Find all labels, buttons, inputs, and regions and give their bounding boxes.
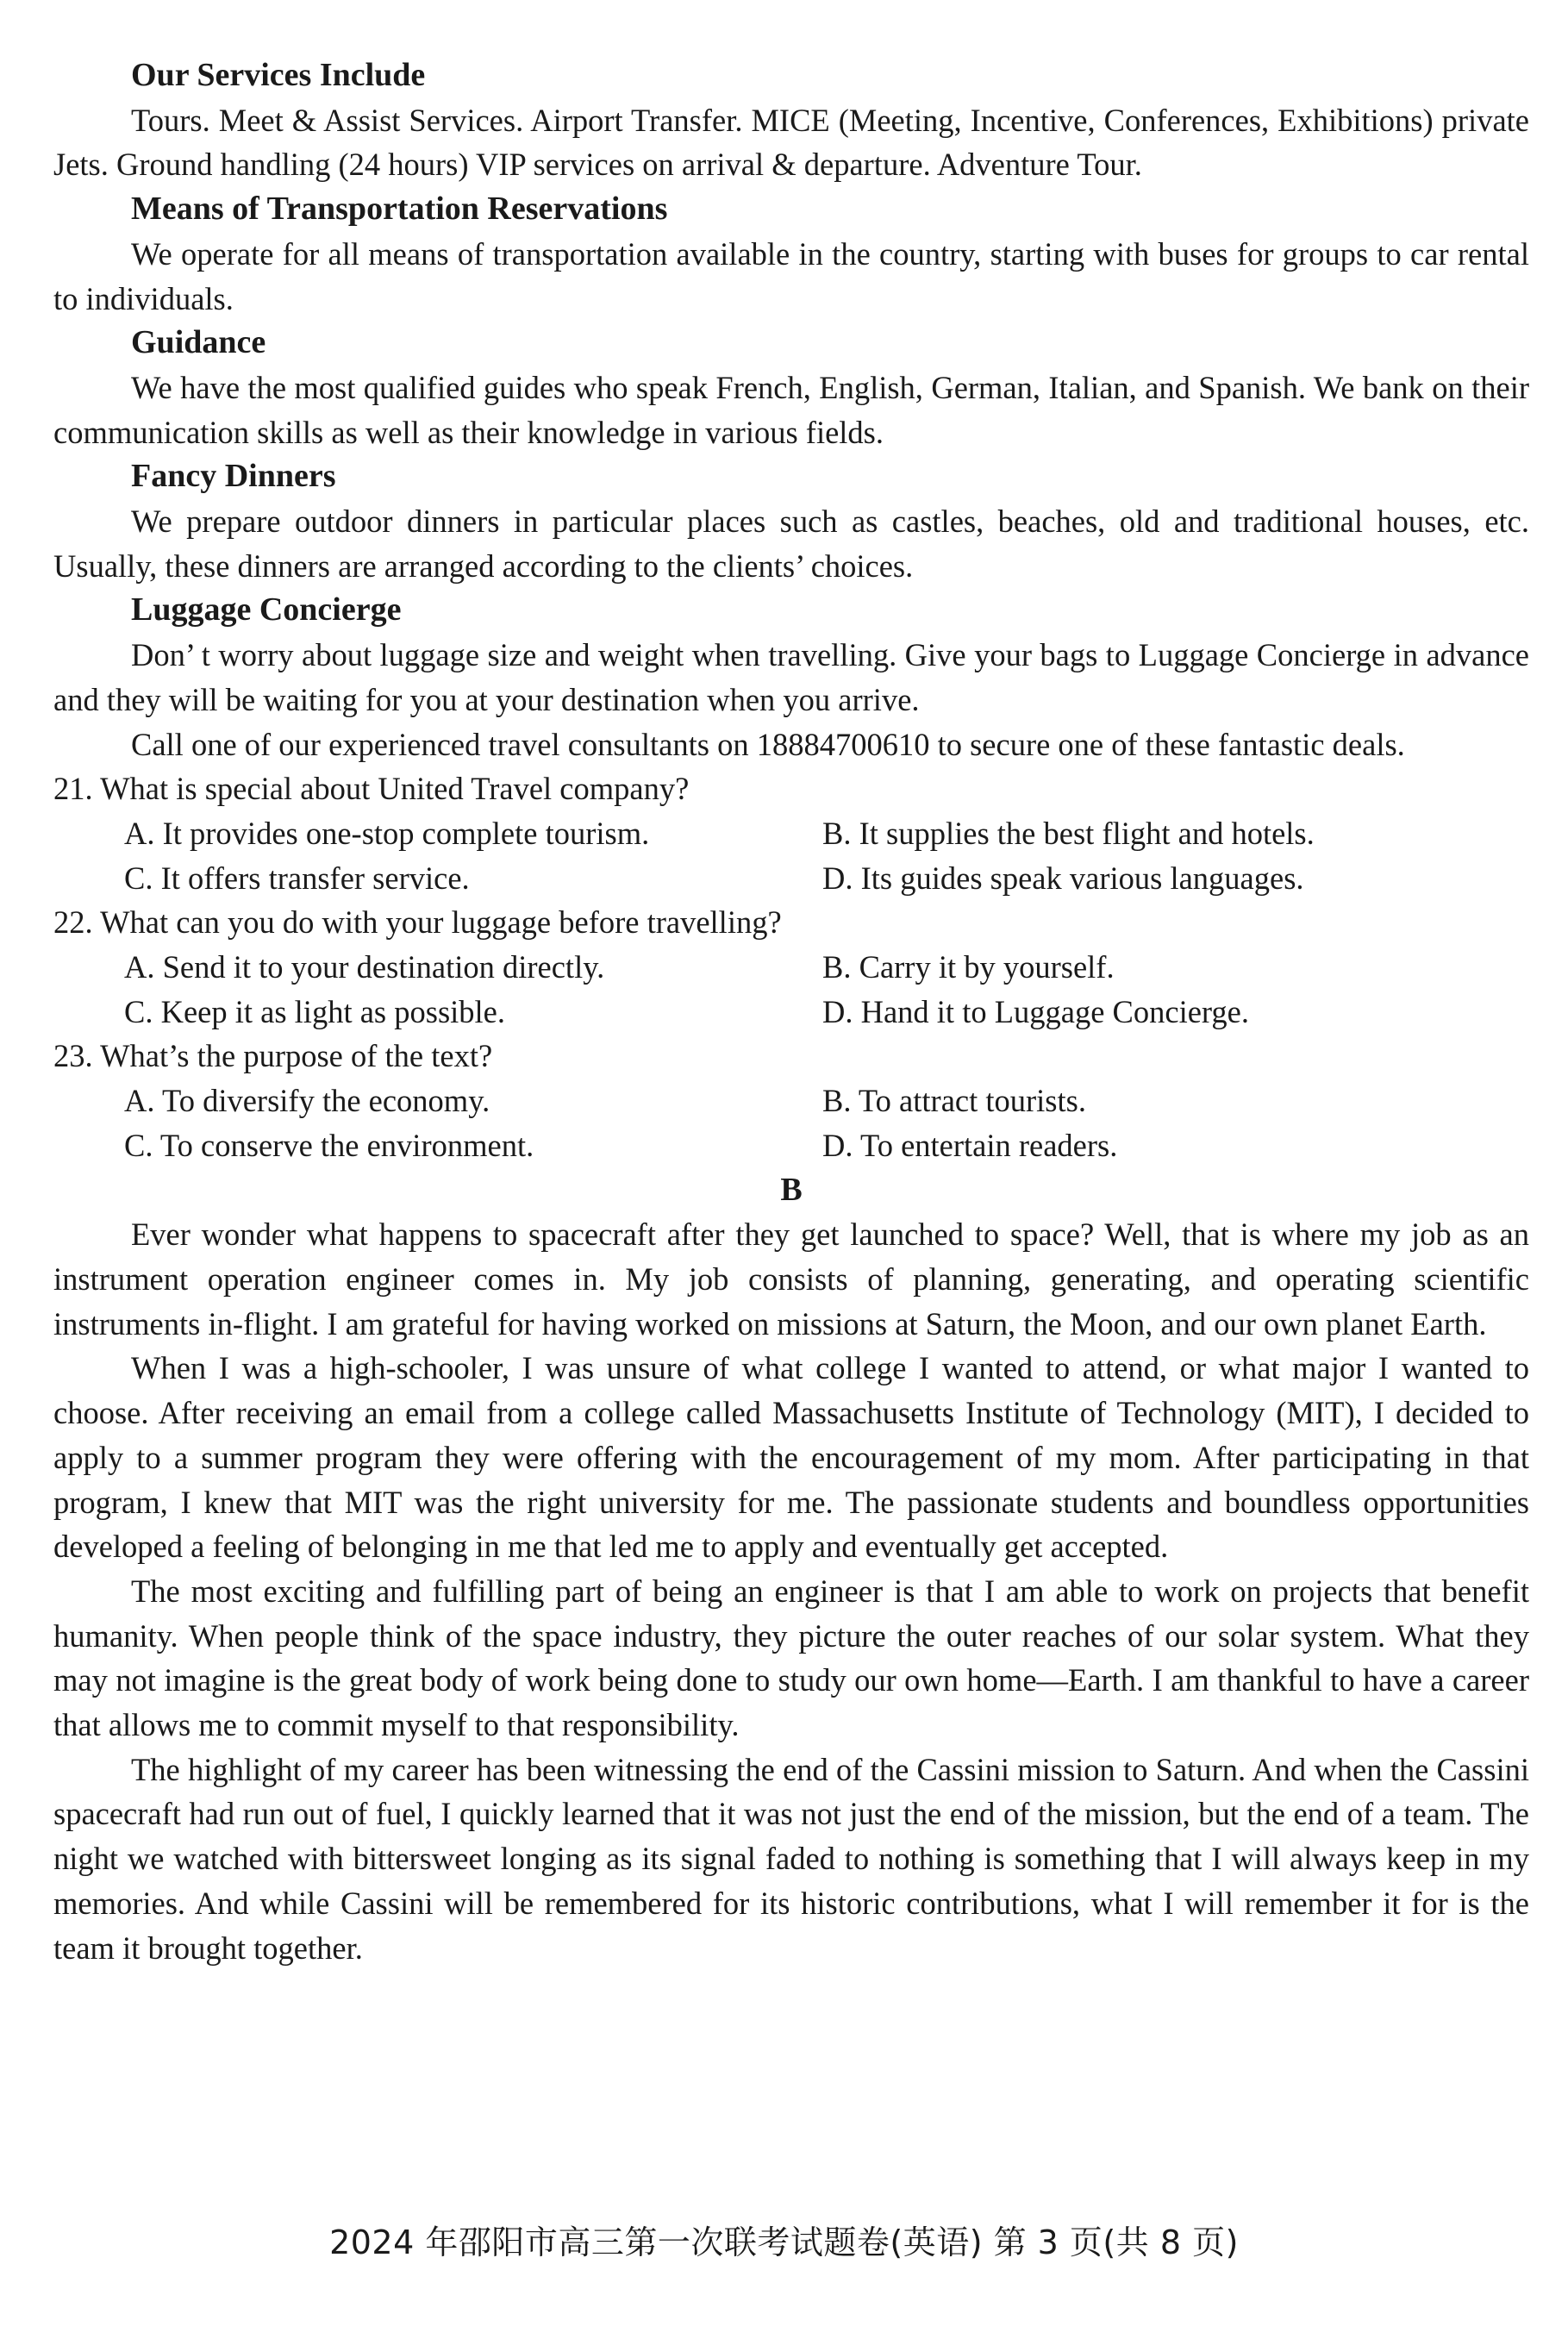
question-text: What’s the purpose of the text?: [100, 1038, 493, 1074]
option-b: B. Carry it by yourself.: [822, 949, 1115, 985]
dinners-text: We prepare outdoor dinners in particular places such as castles, beaches, old and traditional houses, etc. Usually, these dinners are arranged according to the clients’ choices.: [53, 503, 1529, 584]
transport-text: We operate for all means of transportation available in the country, starting with buses for groups to car rental to individuals.: [53, 235, 1529, 316]
option-a: A. To diversify the economy.: [124, 1083, 490, 1119]
question-22: [53, 900, 1529, 1034]
option-d: D. To entertain readers.: [822, 1127, 1118, 1163]
passage-b-paragraph: The most exciting and fulfilling part of being an engineer is that I am able to work on projects that benefit humanity. When people think of the space industry, they picture the outer reaches of our solar system. What they may not imagine is the great body of work being done to study our own home—Earth. I am thankful to have a career that allows me to commit myself to that responsibility.: [53, 1573, 1529, 1743]
option-b: B. To attract tourists.: [822, 1083, 1086, 1119]
transport-heading: Means of Transportation Reservations: [131, 191, 668, 228]
option-a: A. Send it to your destination directly.: [124, 949, 605, 985]
passage-b-paragraph: The highlight of my career has been witnessing the end of the Cassini mission to Saturn. And when the Cassini spacecraft had run out of fuel, I quickly learned that it was not just the end of the mission, but the end of a team. The night we watched with bittersweet longing as its signal faded to nothing is something that I will always keep in my memories. And while Cassini will be remembered for its historic contributions, what I will remember it for is the team it brought together.: [53, 1751, 1529, 1966]
services-text: Tours. Meet & Assist Services. Airport Transfer. MICE (Meeting, Incentive, Conferences, Exhibitions) private Jets. Ground handling (24 hours) VIP services on arrival & departure. Adventure Tour.: [53, 102, 1529, 183]
question-stem: [53, 766, 1529, 811]
luggage-text: Don’ t worry about luggage size and weight when travelling. Give your bags to Luggage Concierge in advance and they will be waiting for you at your destination when you arrive.: [53, 637, 1529, 717]
question-21: [53, 766, 1529, 900]
dinners-heading: Fancy Dinners: [131, 458, 336, 495]
exam-page: [53, 53, 1529, 1970]
question-stem: [53, 1034, 1529, 1079]
options: [53, 945, 1529, 1034]
question-number: 21.: [53, 771, 93, 807]
passage-b-paragraph: When I was a high-schooler, I was unsure of what college I wanted to attend, or what major I wanted to choose. After receiving an email from a college called Massachusetts Institute of Technology (MIT), I decided to apply to a summer program they were offering with the encouragement of my mom. After participating in that program, I knew that MIT was the right university for me. The passionate students and boundless opportunities developed a feeling of belonging in me that led me to apply and eventually get accepted.: [53, 1350, 1529, 1565]
option-d: D. Hand it to Luggage Concierge.: [822, 993, 1249, 1029]
question-number: 23.: [53, 1038, 93, 1074]
question-text: What is special about United Travel company?: [100, 771, 690, 807]
luggage-heading: Luggage Concierge: [131, 591, 402, 629]
options: [53, 811, 1529, 900]
option-c: C. To conserve the environment.: [124, 1127, 534, 1163]
question-stem: [53, 900, 1529, 945]
guidance-heading: Guidance: [131, 324, 266, 361]
call-text: Call one of our experienced travel consultants on 18884700610 to secure one of these fantastic deals.: [131, 726, 1405, 762]
option-c: C. Keep it as light as possible.: [124, 993, 506, 1029]
guidance-text: We have the most qualified guides who speak French, English, German, Italian, and Spanish. We bank on their communication skills as well as their knowledge in various fields.: [53, 369, 1529, 450]
services-heading: Our Services Include: [131, 57, 426, 93]
option-b: B. It supplies the best flight and hotels.: [822, 815, 1315, 851]
options: [53, 1079, 1529, 1167]
option-d: D. Its guides speak various languages.: [822, 860, 1304, 896]
option-c: C. It offers transfer service.: [124, 860, 470, 896]
question-23: [53, 1034, 1529, 1167]
question-number: 22.: [53, 904, 93, 941]
page-footer: 2024 年邵阳市高三第一次联考试题卷(英语) 第 3 页(共 8 页): [329, 2223, 1239, 2261]
option-a: A. It provides one-stop complete tourism.: [124, 815, 650, 851]
section-b-label: B: [780, 1171, 803, 1208]
passage-b-paragraph: Ever wonder what happens to spacecraft after they get launched to space? Well, that is where my job as an instrument operation engineer comes in. My job consists of planning, generating, and operating scientific instruments in-flight. I am grateful for having worked on missions at Saturn, the Moon, and our own planet Earth.: [53, 1216, 1529, 1341]
question-text: What can you do with your luggage before travelling?: [100, 904, 782, 941]
